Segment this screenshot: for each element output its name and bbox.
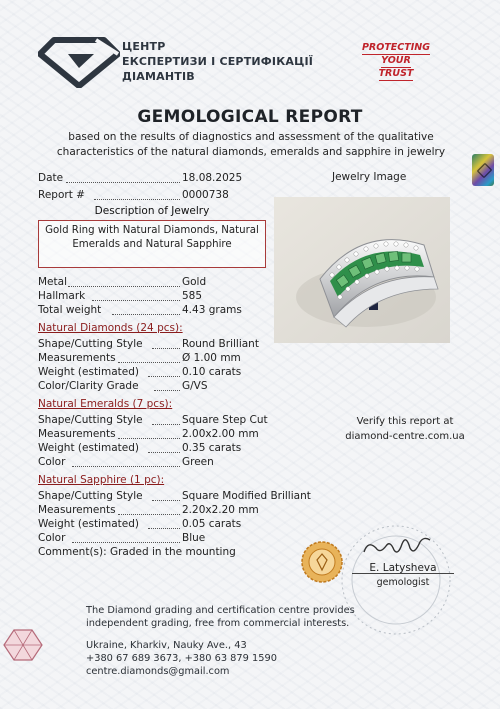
organization-name [122,39,313,84]
sapphire-measurements-value: 2.20x2.20 mm [182,504,259,516]
leader-dots [148,441,180,453]
hallmark-row [38,289,268,303]
emerald-shape-row [38,413,268,427]
emerald-color-row [38,455,268,469]
description-heading: Description of Jewelry [94,205,210,217]
leader-dots [94,188,180,200]
sapphire-color-row [38,531,268,545]
handwritten-signature [358,530,438,562]
diamond-logo-icon [38,36,120,88]
leader-dots [118,503,180,515]
date-row [38,171,268,185]
leader-dots [92,289,180,301]
leader-dots [118,351,180,363]
signer-title: gemologist [376,577,430,588]
sapphire-color-value: Blue [182,532,206,544]
jewelry-image-label: Jewelry Image [332,171,407,183]
description-box [38,220,266,268]
diamonds-heading: Natural Diamonds (24 pcs): [38,322,183,334]
emerald-measurements-value: 2.00x2.00 mm [182,428,259,440]
sapphire-shape-label: Shape/Cutting Style [38,490,143,502]
slogan-line-1: PROTECTING [361,42,431,53]
hallmark-label: Hallmark [38,290,86,302]
sapphire-color-label: Color [38,532,66,544]
diamond-shape-row [38,337,268,351]
sapphire-weight-row [38,517,268,531]
emerald-weight-row [38,441,268,455]
comments-text: Comment(s): Graded in the mounting [38,546,236,558]
report-number-row [38,188,268,202]
leader-dots [72,455,180,467]
emerald-shape-label: Shape/Cutting Style [38,414,143,426]
hologram-sticker [472,154,494,186]
sapphire-measurements-row [38,503,268,517]
emerald-measurements-label: Measurements [38,428,116,440]
org-line-2: ЕКСПЕРТИЗИ І СЕРТИФІКАЦІЇ [122,55,314,68]
diamond-measurements-value: Ø 1.00 mm [182,352,241,364]
sapphire-weight-value: 0.05 carats [182,518,242,530]
ring-photo [274,197,450,343]
signature-line [352,573,454,574]
diamond-weight-value: 0.10 carats [182,366,242,378]
emerald-measurements-row [38,427,268,441]
leader-dots [68,275,180,287]
diamond-measurements-row [38,351,268,365]
emeralds-heading: Natural Emeralds (7 pcs): [38,398,173,410]
gold-rosette-icon [300,540,344,584]
emerald-weight-value: 0.35 carats [182,442,242,454]
sapphire-weight-label: Weight (estimated) [38,518,139,530]
sapphire-shape-value: Square Modified Brilliant [182,490,311,502]
footer-email[interactable]: centre.diamonds@gmail.com [86,666,230,677]
diamond-weight-label: Weight (estimated) [38,366,139,378]
footer-address: Ukraine, Kharkiv, Nauky Ave., 43 [86,640,247,651]
slogan-line-2: YOUR [381,55,411,66]
description-text: Gold Ring with Natural Diamonds, Natural Emeralds and Natural Sapphire [45,225,259,250]
slogan [346,42,446,81]
org-line-3: ДІАМАНТІВ [122,70,195,83]
leader-dots [72,531,180,543]
diamond-grade-label: Color/Clarity Grade [38,380,139,392]
sapphire-shape-row [38,489,311,503]
leader-dots [66,171,180,183]
diamond-grade-value: G/VS [182,380,208,392]
leader-dots [148,365,180,377]
leader-dots [152,413,180,425]
emerald-color-value: Green [182,456,214,468]
footer-statement-1: The Diamond grading and certification centre provides [86,605,355,616]
footer-phones: +380 67 689 3673, +380 63 879 1590 [86,653,277,664]
footer-statement-2: independent grading, free from commercial interests. [86,618,350,629]
org-line-1: ЦЕНТР [122,40,166,53]
date-label: Date [38,172,64,184]
date-value: 18.08.2025 [182,172,243,184]
leader-dots [152,489,180,501]
verify-website-link[interactable]: diamond-centre.com.ua [345,431,465,442]
corner-gem-ornament [0,622,46,668]
total-weight-value: 4.43 grams [182,304,242,316]
report-number-value: 0000738 [182,189,229,201]
hallmark-value: 585 [182,290,203,302]
sapphire-measurements-label: Measurements [38,504,116,516]
leader-dots [152,337,180,349]
diamond-shape-label: Shape/Cutting Style [38,338,143,350]
verify-text: Verify this report at [356,416,454,427]
diamond-weight-row [38,365,268,379]
emerald-shape-value: Square Step Cut [182,414,268,426]
verify-block [340,414,470,444]
diamond-grade-row [38,379,268,393]
diamond-measurements-label: Measurements [38,352,116,364]
total-weight-label: Total weight [38,304,102,316]
signer-name: E. Latysheva [369,562,437,574]
metal-value: Gold [182,276,207,288]
metal-row [38,275,268,289]
diamond-shape-value: Round Brilliant [182,338,259,350]
emerald-color-label: Color [38,456,66,468]
leader-dots [154,379,180,391]
leader-dots [112,303,180,315]
sapphire-heading: Natural Sapphire (1 pc): [38,474,165,486]
leader-dots [118,427,180,439]
emerald-weight-label: Weight (estimated) [38,442,139,454]
total-weight-row [38,303,268,317]
report-subtitle: based on the results of diagnostics and assessment of the qualitative characteristics of the natural diamonds, emeralds and sapphire in jewelry [56,131,446,158]
report-title: GEMOLOGICAL REPORT [137,107,363,127]
report-number-label: Report # [38,189,85,201]
leader-dots [148,517,180,529]
metal-label: Metal [38,276,67,288]
slogan-line-3: TRUST [378,68,414,79]
comments-row [38,545,298,559]
